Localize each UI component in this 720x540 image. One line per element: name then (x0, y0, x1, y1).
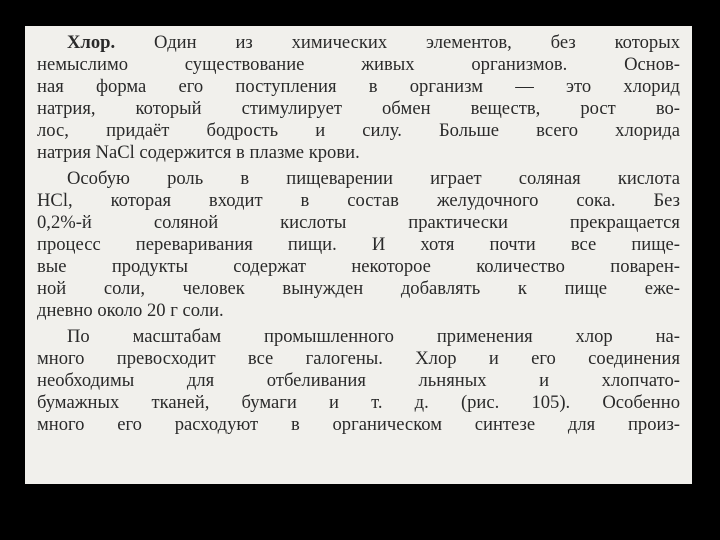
text-line: По масштабам промышленного применения хлор на- (67, 326, 680, 347)
paragraph-industrial-use (37, 326, 680, 436)
text-line: натрия NaCl содержится в плазме крови. (37, 142, 360, 163)
page-text (37, 32, 680, 436)
book-page-scan (25, 26, 692, 484)
text-line: много превосходит все галогены. Хлор и его соединения (37, 348, 680, 369)
text-line: бумажных тканей, бумаги и т. д. (рис. 105). Особенно (37, 392, 680, 413)
text-line: натрия, который стимулирует обмен веществ, рост во- (37, 98, 680, 119)
text-line: много его расходуют в органическом синтезе для произ- (37, 414, 680, 435)
text-line: Особую роль в пищеварении играет соляная кислота (67, 168, 680, 189)
text-line: дневно около 20 г соли. (37, 300, 224, 321)
text-line: вые продукты содержат некоторое количество поварен- (37, 256, 680, 277)
paragraph-hydrochloric-acid (37, 168, 680, 322)
term-chlorine: Хлор. (67, 32, 116, 53)
paragraph-chlorine (37, 32, 680, 164)
text-line: немыслимо существование живых организмов. Основ- (37, 54, 680, 75)
text-line: ная форма его поступления в организм — это хлорид (37, 76, 680, 97)
text-line: 0,2%-й соляной кислоты практически прекращается (37, 212, 680, 233)
text-line: необходимы для отбеливания льняных и хлопчато- (37, 370, 680, 391)
text-line: лос, придаёт бодрость и силу. Больше всего хлорида (37, 120, 680, 141)
text-line: ной соли, человек вынужден добавлять к пище еже- (37, 278, 680, 299)
text-line: HCl, которая входит в состав желудочного сока. Без (37, 190, 680, 211)
text-line: Хлор. Один из химических элементов, без которых (67, 32, 680, 53)
text-line: процесс переваривания пищи. И хотя почти все пище- (37, 234, 680, 255)
